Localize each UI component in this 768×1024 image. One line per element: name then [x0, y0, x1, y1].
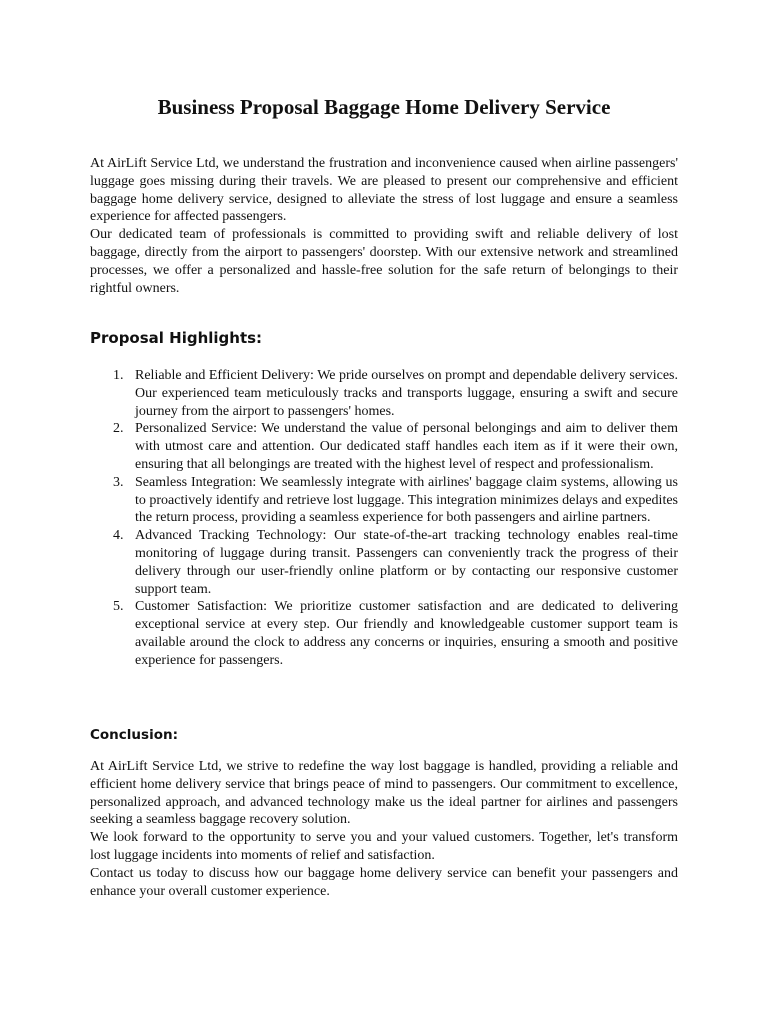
- conclusion-heading: Conclusion:: [90, 727, 178, 743]
- intro-section: [90, 155, 678, 297]
- highlights-heading: Proposal Highlights:: [90, 329, 263, 347]
- highlight-text: Advanced Tracking Technology: Our state-of-the-art tracking technology enables real-time monitoring of luggage during transit. Passengers can conveniently track the progress of their delivery through our user-friendly online platform or by contacting our responsive customer support team.: [135, 528, 678, 597]
- highlight-item: [113, 598, 678, 669]
- conclusion-paragraph: We look forward to the opportunity to serve you and your valued customers. Together, let's transform lost luggage incidents into moments of relief and satisfaction.: [90, 830, 678, 863]
- highlight-item: [113, 367, 678, 420]
- highlight-item: [113, 420, 678, 473]
- conclusion-paragraph: Contact us today to discuss how our baggage home delivery service can benefit your passengers and enhance your overall customer experience.: [90, 865, 678, 899]
- intro-paragraph: Our dedicated team of professionals is committed to providing swift and reliable delivery of lost baggage, directly from the airport to passengers' doorstep. With our extensive network and streamlined processes, we offer a personalized and hassle-free solution for the safe return of belongings to their rightful owners.: [90, 227, 678, 296]
- conclusion-paragraph: At AirLift Service Ltd, we strive to redefine the way lost baggage is handled, providing a reliable and efficient home delivery service that brings peace of mind to passengers. Our commitment to excellence, personalized approach, and advanced technology make us the ideal partner for airlines and passengers seeking a seamless baggage recovery solution.: [90, 759, 678, 828]
- highlight-number: 1.: [113, 368, 124, 383]
- highlight-number: 3.: [113, 474, 124, 490]
- intro-paragraph: At AirLift Service Ltd, we understand the frustration and inconvenience caused when airline passengers' luggage goes missing during their travels. We are pleased to present our comprehensive and efficient baggage home delivery service, designed to alleviate the stress of lost luggage and ensure a seamless experience for affected passengers.: [90, 156, 678, 225]
- highlight-text: Customer Satisfaction: We prioritize customer satisfaction and are dedicated to delivering exceptional service at every step. Our friendly and knowledgeable customer support team is available around the clock to address any concerns or inquiries, ensuring a smooth and positive experience for passengers.: [135, 599, 678, 668]
- highlight-item: [113, 527, 678, 598]
- highlight-number: 5.: [113, 599, 124, 615]
- highlights-list: [113, 367, 678, 670]
- highlight-text: Personalized Service: We understand the value of personal belongings and aim to deliver them with utmost care and attention. Our dedicated staff handles each item as if it were their own, ensuring that all belongings are treated with the highest level of respect and professionalism.: [135, 421, 678, 472]
- highlight-number: 2.: [113, 421, 124, 437]
- highlight-item: [113, 474, 678, 527]
- document-title: Business Proposal Baggage Home Delivery Service: [157, 95, 611, 119]
- highlight-text: Seamless Integration: We seamlessly integrate with airlines' baggage claim systems, allowing us to proactively identify and retrieve lost luggage. This integration minimizes delays and expedites the return process, providing a seamless experience for both passengers and airline partners.: [135, 474, 678, 526]
- conclusion-section: [90, 758, 678, 900]
- highlight-text: Reliable and Efficient Delivery: We pride ourselves on prompt and dependable delivery services. Our experienced team meticulously tracks and transports luggage, ensuring a swift and secure journey from the airport to passengers' homes.: [135, 368, 679, 419]
- highlight-number: 4.: [113, 528, 124, 544]
